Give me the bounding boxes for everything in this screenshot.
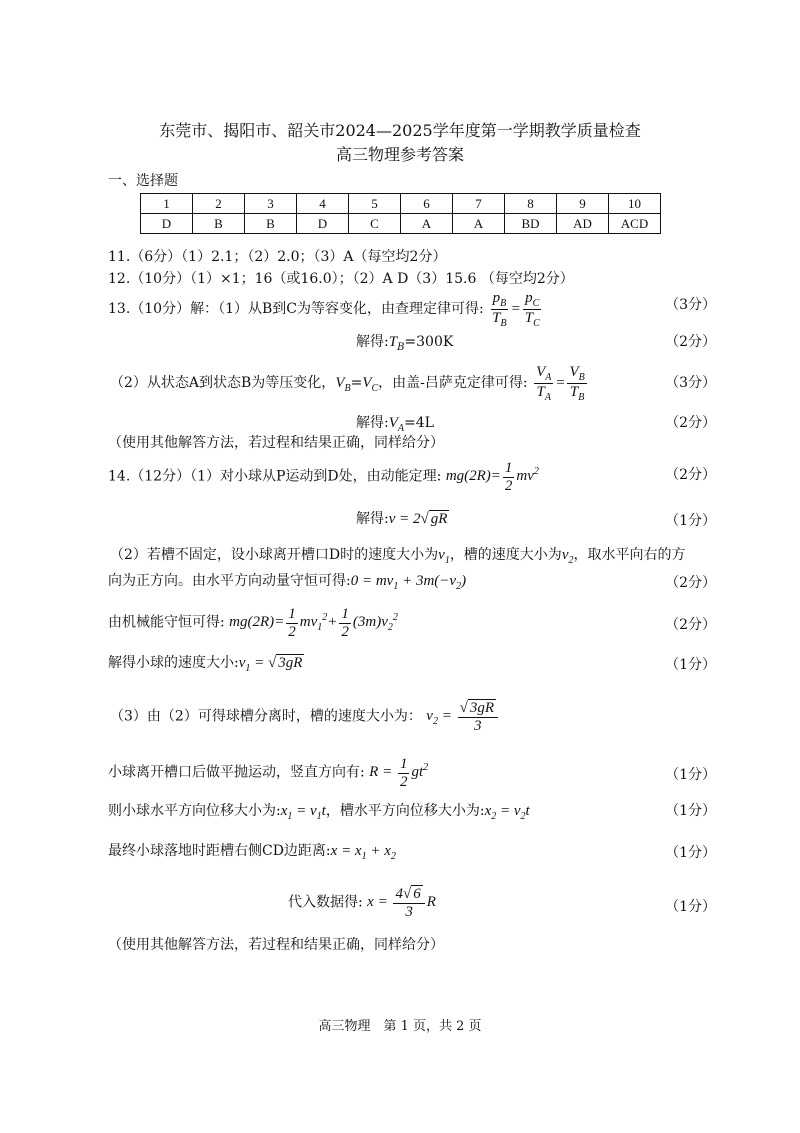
q14-line5-text: 解得小球的速度大小: <box>108 655 239 671</box>
q14-line10-text: 代入数据得: <box>288 894 363 911</box>
table-cell: 4 <box>297 194 349 214</box>
q14-line4-text: 由机械能守恒可得: <box>108 614 225 631</box>
score: （1分） <box>665 899 716 915</box>
q14-line5: 解得小球的速度大小$:v_1$ = √ 3gR <box>108 655 303 674</box>
page-title: 东莞市、揭阳市、韶关市2024—2025学年度第一学期教学质量检查 <box>159 121 641 140</box>
page-subtitle: 高三物理参考答案 <box>335 145 464 164</box>
score: （2分） <box>665 575 716 591</box>
q14-line8-mid: ，槽水平方向位移大小为: <box>325 803 485 819</box>
table-cell: 6 <box>401 194 453 214</box>
table-cell: 3 <box>245 194 297 214</box>
answer-q11: 11.（6分）（1）2.1；（2）2.0；（3）A（每空均2分） <box>108 249 447 265</box>
q14-line6 <box>110 700 500 734</box>
q14-line2-rest: ，取水平向右的方 <box>573 547 686 563</box>
q14-line8-text: 则小球水平方向位移大小为: <box>108 803 281 819</box>
note: （使用其他解答方法，若过程和结果正确，同样给分） <box>108 937 444 953</box>
page-footer: 高三物理 第 1 页，共 2 页 <box>318 1019 482 1034</box>
formula-kinetic-energy: mg(2R)= $\frac{1}{2}$ $mv^2$ <box>445 460 539 494</box>
q14-line4 <box>108 606 398 640</box>
score: （2分） <box>665 334 716 350</box>
q14-solve1: 解得:v = 2√ gR <box>356 511 448 527</box>
q14-line2: （2）若槽不固定，设小球离开槽口D时的速度大小为$v_1$，槽的速度大小为$v_2$，取水平向右的方 <box>110 547 686 566</box>
q14-line2-text: （2）若槽不固定，设小球离开槽口D时的速度大小为 <box>110 547 439 563</box>
q14-line7 <box>108 756 428 790</box>
table-cell: 1 <box>141 194 193 214</box>
score: （1分） <box>665 845 716 861</box>
section-label: 一、选择题 <box>108 173 178 189</box>
formula-gay-lussac: $\frac{V_A}{T_A}$ = $\frac{V_B}{T_B}$ <box>536 364 585 403</box>
score: （2分） <box>665 617 716 633</box>
equals-sign: = <box>350 374 363 391</box>
table-cell: B <box>245 214 297 234</box>
table-cell: A <box>401 214 453 234</box>
table-cell: ACD <box>609 214 661 234</box>
table-cell: BD <box>505 214 557 234</box>
q14-line8: 则小球水平方向位移大小为$:x_1 = v_1t$，槽水平方向位移大小为$:x_2 = v_2t$ <box>108 803 530 822</box>
q13-solve2: 解得$:V_A=4L$ <box>356 415 434 434</box>
score: （1分） <box>665 767 716 783</box>
answer-table-numbers-row <box>141 194 661 214</box>
q14-line7-text: 小球离开槽口后做平抛运动，竖直方向有: <box>108 764 365 781</box>
table-cell: D <box>141 214 193 234</box>
score: （3分） <box>665 297 716 313</box>
table-cell: AD <box>557 214 609 234</box>
q14-line6-text: （3）由（2）可得球槽分离时，槽的速度大小为： <box>110 708 422 725</box>
solve-result: =4L <box>404 415 434 431</box>
score: （1分） <box>665 803 716 819</box>
table-cell: C <box>349 214 401 234</box>
q13-line1-text: 13.（10分）解：（1）从B到C为等容变化，由查理定律可得: <box>108 300 484 317</box>
table-cell: 8 <box>505 194 557 214</box>
solve-label: 解得: <box>356 511 389 527</box>
score: （2分） <box>665 467 716 483</box>
table-cell: 10 <box>609 194 661 214</box>
formula-energy: mg(2R)= $\frac{1}{2}$ $mv_1^2+$ $\frac{1}{2}$ $(3m)v_2^2$ <box>229 606 398 640</box>
q13-line2-text: （2）从状态A到状态B为等压变化， <box>110 374 336 391</box>
q13-line1 <box>108 290 544 329</box>
solve-sub: B <box>397 341 405 353</box>
table-cell: 2 <box>193 194 245 214</box>
note: （使用其他解答方法，若过程和结果正确，同样给分） <box>108 435 444 451</box>
solve-label: 解得: <box>356 334 389 350</box>
answer-q12: 12.（10分）（1）×1；16（或16.0）；（2）A D（3）15.6 （每空均2分） <box>108 271 574 287</box>
table-cell: A <box>453 214 505 234</box>
q13-line2-rest: ，由盖-吕萨克定律可得: <box>378 374 528 391</box>
score: （2分） <box>665 415 716 431</box>
table-cell: B <box>193 214 245 234</box>
solve-var: T <box>388 334 398 350</box>
formula-result: x = $\frac{4√ 6}{3}$ R <box>367 886 436 920</box>
score: （1分） <box>665 513 716 529</box>
q14-line9: 最终小球落地时距槽右侧CD边距离:x = $x_1 + x_2$ <box>108 843 396 862</box>
solve-label: 解得: <box>356 415 389 431</box>
table-cell: 9 <box>557 194 609 214</box>
q13-line2: （2）从状态A到状态B为等压变化，$V_B=V_C$，由盖-吕萨克定律可得: $\frac{V_A}{T_A}$ = $\frac{V_B}{T_B}$ <box>110 364 589 403</box>
answer-table-answers-row <box>141 214 661 234</box>
score: （3分） <box>665 375 716 391</box>
q13-solve1 <box>356 331 453 353</box>
formula-charles: $\frac{p_B}{T_B}$ = $\frac{p_C}{T_C}$ <box>492 290 540 329</box>
table-cell: 5 <box>349 194 401 214</box>
table-cell: D <box>297 214 349 234</box>
table-cell: 7 <box>453 194 505 214</box>
q14-line2-mid: ，槽的速度大小为 <box>449 547 562 563</box>
q14-line10 <box>288 886 436 920</box>
score: （1分） <box>665 657 716 673</box>
q14-line3: 向为正方向。由水平方向动量守恒可得:0 = $mv_1 + 3m(-v_2)$ <box>108 573 467 592</box>
q14-line3-text: 向为正方向。由水平方向动量守恒可得: <box>108 573 351 589</box>
q14-line1-text: 14.（12分）（1）对小球从P运动到D处，由动能定理: <box>108 468 442 485</box>
formula-fall: R = $\frac{1}{2}$ $gt^2$ <box>369 756 429 790</box>
answer-table <box>140 193 661 234</box>
formula-v2: $v_2$ = $\frac{√ 3gR}{3}$ <box>426 708 500 724</box>
solve-result: =300K <box>404 334 454 350</box>
q14-line9-text: 最终小球落地时距槽右侧CD边距离: <box>108 843 331 859</box>
q14-line1 <box>108 460 539 494</box>
